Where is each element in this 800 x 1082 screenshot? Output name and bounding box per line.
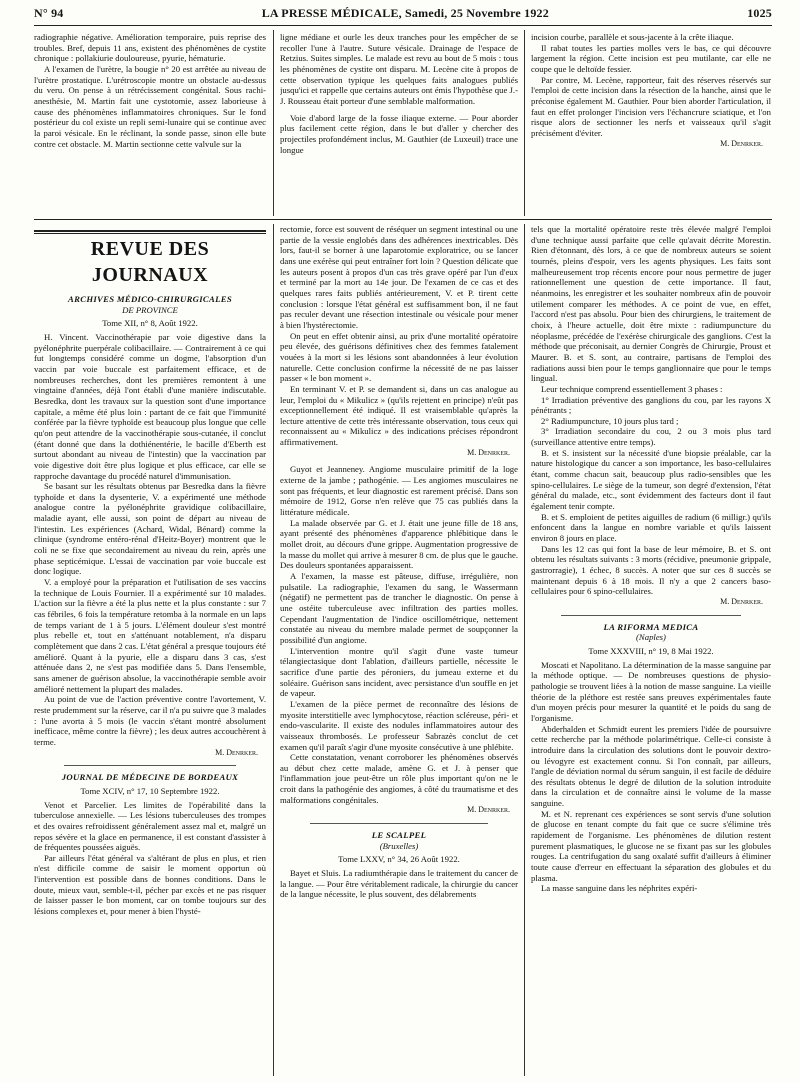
paragraph: B. et S. emploient de petites aiguilles de radium (6 milligr.) qu'ils enfoncent dans la langue en nombre variable et qu'ils laissent environ 8 jours en place. — [531, 511, 771, 544]
column-divider — [273, 224, 274, 1076]
paragraph: rectomie, force est souvent de réséquer un segment intestinal ou une partie de la vessie englobés dans des adhérences inextricables. Dès lors, faut-il se borner à une laparotomie exploratrice, ou se lancer dans une exérèse qui peut entraîner fort loin ? Question délicate que les auteurs posent à propos d'un cas très grave opéré par l'un d'eux et terminé par la mort au 14e jour. De l'examen de ce cas et des quelques rares faits publiés antérieurement, V. et P. tirent cette conclusion : lorsque l'état général est suffisamment bon, il ne faut pas reculer devant une résection intestinale ou vésicale pour mener à bien l'hystérectomie. — [280, 224, 518, 330]
paragraph: ligne médiane et ourle les deux tranches pour les empêcher de se recoller l'une à l'autre. Suture vésicale. Drainage de l'espace de Retzius. Suites simples. Le malade est revu au bout de 5 mois : tous les phénomènes de cystite ont disparu. M. Lecène cite à propos de cette observation typique les quelques faits analogues publiés jusqu'ici et rappelle que certains auteurs ont émis l'hypothèse que J.-J. Rousseau était porteur d'une semblable malformation. — [280, 32, 518, 106]
paragraph: A l'examen, la masse est pâteuse, diffuse, irrégulière, non pulsatile. La radiographie, l'examen du sang, le Wassermann (négatif) ne permettent pas de trancher le diagnostic. On pense à une ostéite tuberculeuse avec infiltration des parties molles. Cependant l'augmentation de l'indice oscillométrique, nettement constatée au niveau du membre malade permet de soupçonner la possibilité d'un angiome. — [280, 571, 518, 645]
paragraph: Bayet et Sluis. La radiumthérapie dans le traitement du cancer de la langue. — Pour être véritablement radicale, la chirurgie du cancer de la langue nécessite, le plus souvent, des délabrements — [280, 868, 518, 900]
paragraph: La masse sanguine dans les néphrites expéri- — [541, 883, 698, 894]
paragraph: Moscati et Napolitano. La détermination de la masse sanguine par la méthode optique. — De nombreuses questions de physio-pathologie se trouvent liées à la notion de masse sanguine. La vieille théorie de la pléthore est restée sans preuves expérimentales faute d'un moyen précis pour mesurer la quantité et le poids du sang de l'organisme. — [531, 659, 771, 723]
title-rule — [34, 230, 266, 234]
paragraph: V. a employé pour la préparation et l'utilisation de ses vaccins la technique de Louis Fournier. Il a expérimenté sur 10 malades. L'action sur la fièvre a été la plus nette et la plus constante : sur 7 cas fébriles, 6 fois la température retomba à la normale en un laps de temps variant de 1 à 5 jours. L'élément douleur s'est montré plus rebelle et, tout en s'atténuant notablement, n'a disparu complètement que dans 2 cas. L'état général a presque toujours été amélioré. Quant à la pyurie, elle a disparu dans 3 cas, s'est atténuée dans 2, ne s'est pas modifiée dans 5. Dans l'ensemble, sans amener de guérison absolue, la vaccinothérapie semble avoir amélioré nettement la plupart des malades. — [34, 577, 266, 694]
paragraph: Il rabat toutes les parties molles vers le bas, ce qui découvre largement la région. Cette incision est peu mutilante, car elle ne coupe que le deltoïde fessier. — [531, 42, 771, 74]
paragraph: M. et N. reprenant ces expériences se sont servis d'une solution de glucose en tenant compte du fait que ce sucre s'élimine très rapidement de l'organisme. Les phénomènes de dilution restent purement plasmatiques, le glucose ne se fixant pas sur les globules rouges. La centrifugation du sang oxalaté suffit d'ailleurs à éliminer toute cause d'erreur en effectuant la séparation des globules et du plasma. — [531, 808, 771, 883]
journal-name: LA RIFORMA MEDICA — [603, 621, 699, 632]
paragraph: 2° Radiumpuncture, 10 jours plus tard ; — [541, 415, 679, 426]
column-divider — [524, 30, 525, 216]
paragraph: Par contre, M. Lecène, rapporteur, fait des réserves réservés sur l'emploi de cette incision dans la résection de la hanche, ainsi que le préconise également M. Gauthier. Pour bien aborder l'articulation, il faut en effet prolonger l'incision vers l'échancrure sciatique, et l'on risque alors de sectionner les nerfs et vaisseaux qu'il s'agit précisément d'éviter. — [531, 74, 771, 138]
paragraph: A l'examen de l'urètre, la bougie n° 20 est arrêtée au niveau de l'urètre prostatique. L'urétroscopie montre un obstacle au-dessus du veru. On pense à un rétrécissement congénital. Sous rachi-anesthésie, M. Martin fait une cystotomie, assez laborieuse à cause des phénomènes inflammatoires chroniques. Sur le fond postérieur du col existe un repli semi-lunaire qui se continue avec la paroi vésicale. En le réclinant, la sonde passe, sinon elle bute contre cet obstacle. M. Martin sectionne cette valvule sur la — [34, 63, 266, 149]
paragraph: 1° Irradiation préventive des ganglions du cou, par les rayons X pénétrants ; — [531, 394, 771, 416]
paragraph: Se basant sur les résultats obtenus par Besredka dans la fièvre typhoïde et dans la dysenterie, V. a expérimenté une méthode analogue contre la pyélonéphrite gravidique colibacillaire, maladie ayant, elle aussi, son point de départ au niveau de l'intestin. Les expériences (Achard, Widal, Bénard) comme la clinique (syndrome entéro-rénal d'Heitz-Boyer) montrent que le coli ne se fixe que secondairement au niveau du rein, après une phase septicémique. L'essai de vaccination par voie buccale est donc logique. — [34, 481, 266, 577]
article-rule — [64, 765, 236, 766]
paragraph: On peut en effet obtenir ainsi, au prix d'une mortalité opératoire peu élevée, des guérisons définitives chez des femmes fatalement vouées à la mort si les lésions sont abandonnées à leur évolution naturelle. Cette conclusion confirme la nécessité de ne pas laisser passer « le bon moment ». — [280, 330, 518, 384]
paragraph: Dans les 12 cas qui font la base de leur mémoire, B. et S. ont obtenu les résultats suivants : 3 morts (récidive, pneumonie grippale, gastrorragie), 1 échec, 8 succès. A noter que sur ces 8 succès se maintenant depuis 6 à 18 mois. Il n'y a que 2 cancers baso-cellulaires pour 6 spino-cellulaires. — [531, 543, 771, 597]
paragraph: Par ailleurs l'état général va s'altérant de plus en plus, et rien n'est difficile comme de saisir le moment opportun où l'intervention est possible dans de bonnes conditions. Dans le doute, mieux vaut, semble-t-il, pécher par excès et ne pas risquer de laisser passer le bon moment, car on tombe toujours sur des lésions complexes et, pour mener à bien l'hysté- — [34, 852, 266, 917]
paragraph: incision courbe, parallèle et sous-jacente à la crête iliaque. — [531, 32, 734, 42]
header-rule — [34, 25, 772, 26]
paragraph: La malade observée par G. et J. était une jeune fille de 18 ans, ayant présenté des phénomènes d'apparence phlébitique dans le mollet droit, au décours d'une grippe. Augmentation progressive de la masse du mollet qui arrive à mesurer 8 cm. de plus que le gauche. Des douleurs spontanées apparaissent. — [280, 517, 518, 571]
column-divider — [524, 224, 525, 1076]
page-header — [34, 8, 772, 22]
signature: M. Denrker. — [467, 447, 510, 457]
signature: M. Denrker. — [720, 596, 763, 606]
journal-name: LE SCALPEL — [371, 830, 427, 841]
signature: M. Denrker. — [215, 747, 258, 757]
revue-column-1 — [34, 224, 266, 1076]
signature: M. Denrker. — [720, 138, 763, 148]
journal-tome: Tome XII, n° 8, Août 1922. — [102, 318, 198, 329]
paragraph: L'intervention montre qu'il s'agit d'une vaste tumeur télangiectasique dont l'ablation, d'ailleurs partielle, nécessite le sacrifice d'une partie des péroniers, du jumeau externe et du soléaire. Guérison sans incident, avec persistance d'un souffle en jet de vapeur. — [280, 645, 518, 699]
paragraph: En terminant V. et P. se demandent si, dans un cas analogue au leur, l'emploi du « Mikulicz » (qu'ils rejettent en principe) n'eût pas exceptionnellement été indiqué. Il est vraisemblable qu'après la lecture attentive de cette très intéressante observation, tous ceux qui reconnaissent au « Mikulicz » des indications précises répondront affirmativement. — [280, 383, 518, 448]
journal-title: LA PRESSE MÉDICALE, Samedi, 25 Novembre 1922 — [261, 6, 549, 20]
issue-number: N° 94 — [34, 6, 64, 20]
journal-name: JOURNAL DE MÉDECINE DE BORDEAUX — [61, 772, 239, 783]
journal-place: (Bruxelles) — [379, 840, 419, 851]
journal-place: DE PROVINCE — [122, 304, 178, 315]
section-title: REVUE DES JOURNAUX — [90, 238, 210, 286]
column-divider — [273, 30, 274, 216]
journal-place: (Naples) — [636, 632, 666, 643]
paragraph: Cette constatation, venant corroborer les phénomènes observés au début chez cette malade, amène G. et J. à penser que l'inflammation joue peut-être un rôle plus important qu'on ne le croit dans la pathogénie des angiomes, à côté du traumatisme et des malformations congénitales. — [280, 752, 518, 805]
section-rule — [34, 219, 772, 220]
paragraph: Abderhalden et Schmidt eurent les premiers l'idée de poursuivre cette recherche par la méthode polarimétrique. Celle-ci consiste à introduire dans la circulation des solutions dont le pouvoir dextro- ou lévogyre est exactement connu. Si l'on connaît, par ailleurs, l'angle de déviation normal du sérum sanguin, il est facile de déduire des résultats obtenus le degré de dilution de la solution introduite dans la circulation et de connaître ainsi le volume de la masse sanguine. — [531, 723, 771, 809]
paragraph: Leur technique comprend essentiellement 3 phases : — [541, 383, 723, 394]
paragraph: B. et S. insistent sur la nécessité d'une biopsie préalable, car la nature histologique du cancer a son importance, les baso-cellulaires étant, comme chacun sait, beaucoup plus radio-sensibles que les spino-cellulaires. Le siège de la tumeur, son degré d'extension, l'état général du malade, etc., sont évidemment des facteurs dont il faut également tenir compte. — [531, 447, 771, 512]
paragraph: Voie d'abord large de la fosse iliaque externe. — Pour aborder plus facilement cette région, dans le but d'aller y chercher des projectiles profondément inclus, M. Gauthier (de Luxeuil) trace une longue — [280, 112, 518, 155]
page-number: 1025 — [747, 6, 772, 20]
journal-tome: Tome LXXV, n° 34, 26 Août 1922. — [338, 854, 460, 865]
top-column-1 — [34, 32, 266, 216]
paragraph: H. Vincent. Vaccinothérapie par voie digestive dans la pyélonéphrite puerpérale colibacillaire. — Contrairement à ce qui fut longtemps considéré comme un dogme, l'absorption d'un vaccin par voie buccale est parfaitement efficace, et de nombreuses recherches, dont les premières remontent à une vingtaine d'années, déjà l'ont établi d'une manière indiscutable. Besredka, dont les travaux sur la question sont d'une importance capitale, a même été plus loin : partant de ce fait que l'immunité conférée par la fièvre typhoïde est beaucoup plus longue que celle qu'on peut attendre de la vaccinothérapie sous-cutanée, il conclut (étant donné que dans la dothiénentérie, le bacille d'Eberth est surtout abondant au niveau de l'intestin) que la vaccination par voie digestive doit être plus logique et plus efficace, car elle se rapproche davantage du procédé naturel d'immunisation. — [34, 331, 266, 481]
revue-column-3 — [531, 224, 771, 1076]
revue-column-2 — [280, 224, 518, 1076]
article-rule — [310, 823, 488, 824]
top-column-3 — [531, 32, 771, 216]
journal-name: ARCHIVES MÉDICO-CHIRURGICALES — [68, 294, 232, 304]
paragraph: Venot et Parcelier. Les limites de l'opérabilité dans la tuberculose annexielle. — Les lésions tuberculeuses des trompes et des ovaires refroidissent généralement assez mal et, malgré un repos sévère et la glace en permanence, il est constant d'assister à de fréquentes poussées aiguës. — [34, 799, 266, 853]
paragraph: L'examen de la pièce permet de reconnaître des lésions de myosite interstitielle avec lymphocytose, réaction scléreuse, péri- et endo-vascularite. Il existe des nodules inflammatoires autour des vaisseaux thrombosés. Le professeur Sabrazès conclut de cet examen qu'il paraît s'agir d'une myosite consécutive à une phlébite. — [280, 698, 518, 752]
journal-tome: Tome XXXVIII, n° 19, 8 Mai 1922. — [588, 645, 714, 656]
article-rule — [561, 615, 741, 616]
top-column-2 — [280, 32, 518, 216]
paragraph: Au point de vue de l'action préventive contre l'avortement, V. reste prudemment sur la réserve, car il n'a pu suivre que 3 malades : l'une avorta à 5 mois (le vaccin s'étant montré absolument inefficace, même contre la fièvre) ; les deux autres accouchèrent à terme. — [34, 694, 266, 747]
paragraph: tels que la mortalité opératoire reste très élevée malgré l'emploi d'une technique aussi parfaite que celle qu'avait décrite Morestin. Rien d'étonnant, dès lors, à ce que de nombreux auteurs se soient tournés, pleins d'espoir, vers les agents physiques. Les faits sont malheureusement trop récents encore pour nous permettre de juger rationnellement une question de cette importance. Il faut, néanmoins, les enregistrer et les souhaiter nombreux afin de pouvoir utilement comparer les méthodes. A ce point de vue, en effet, l'accord n'est pas absolu. Pour bien des chirurgiens, le traitement de choix, à l'heure actuelle, doit être mixte : radiumpuncture du néoplasme, précédée de l'exérèse chirurgicale des ganglions. C'est la méthode que préconisait, au dernier Congrès de Chirurgie, Proust et Maurer. B. et S. sont, au contraire, partisans de l'emploi des radiations aussi bien pour le temps ganglionnaire que pour le temps lingual. — [531, 224, 771, 384]
signature: M. Denrker. — [467, 805, 510, 815]
journal-tome: Tome XCIV, n° 17, 10 Septembre 1922. — [80, 785, 220, 796]
paragraph: radiographie négative. Amélioration temporaire, puis reprise des troubles. Bref, depuis 11 ans, existent des phénomènes de cystite chronique : pollakiurie douloureuse, pyurie, hématurie. — [34, 32, 266, 64]
paragraph: Guyot et Jeanneney. Angiome musculaire primitif de la loge externe de la jambe ; pathogénie. — Les angiomes musculaires ne sont pas fréquents, et leur diagnostic est rarement précisé. Dans son mémoire de 1912, Gorse n'en relève que 75 cas publiés dans la littérature médicale. — [280, 464, 518, 518]
paragraph: 3° Irradiation secondaire du cou, 2 ou 3 mois plus tard (surveillance attentive entre temps). — [531, 426, 771, 448]
